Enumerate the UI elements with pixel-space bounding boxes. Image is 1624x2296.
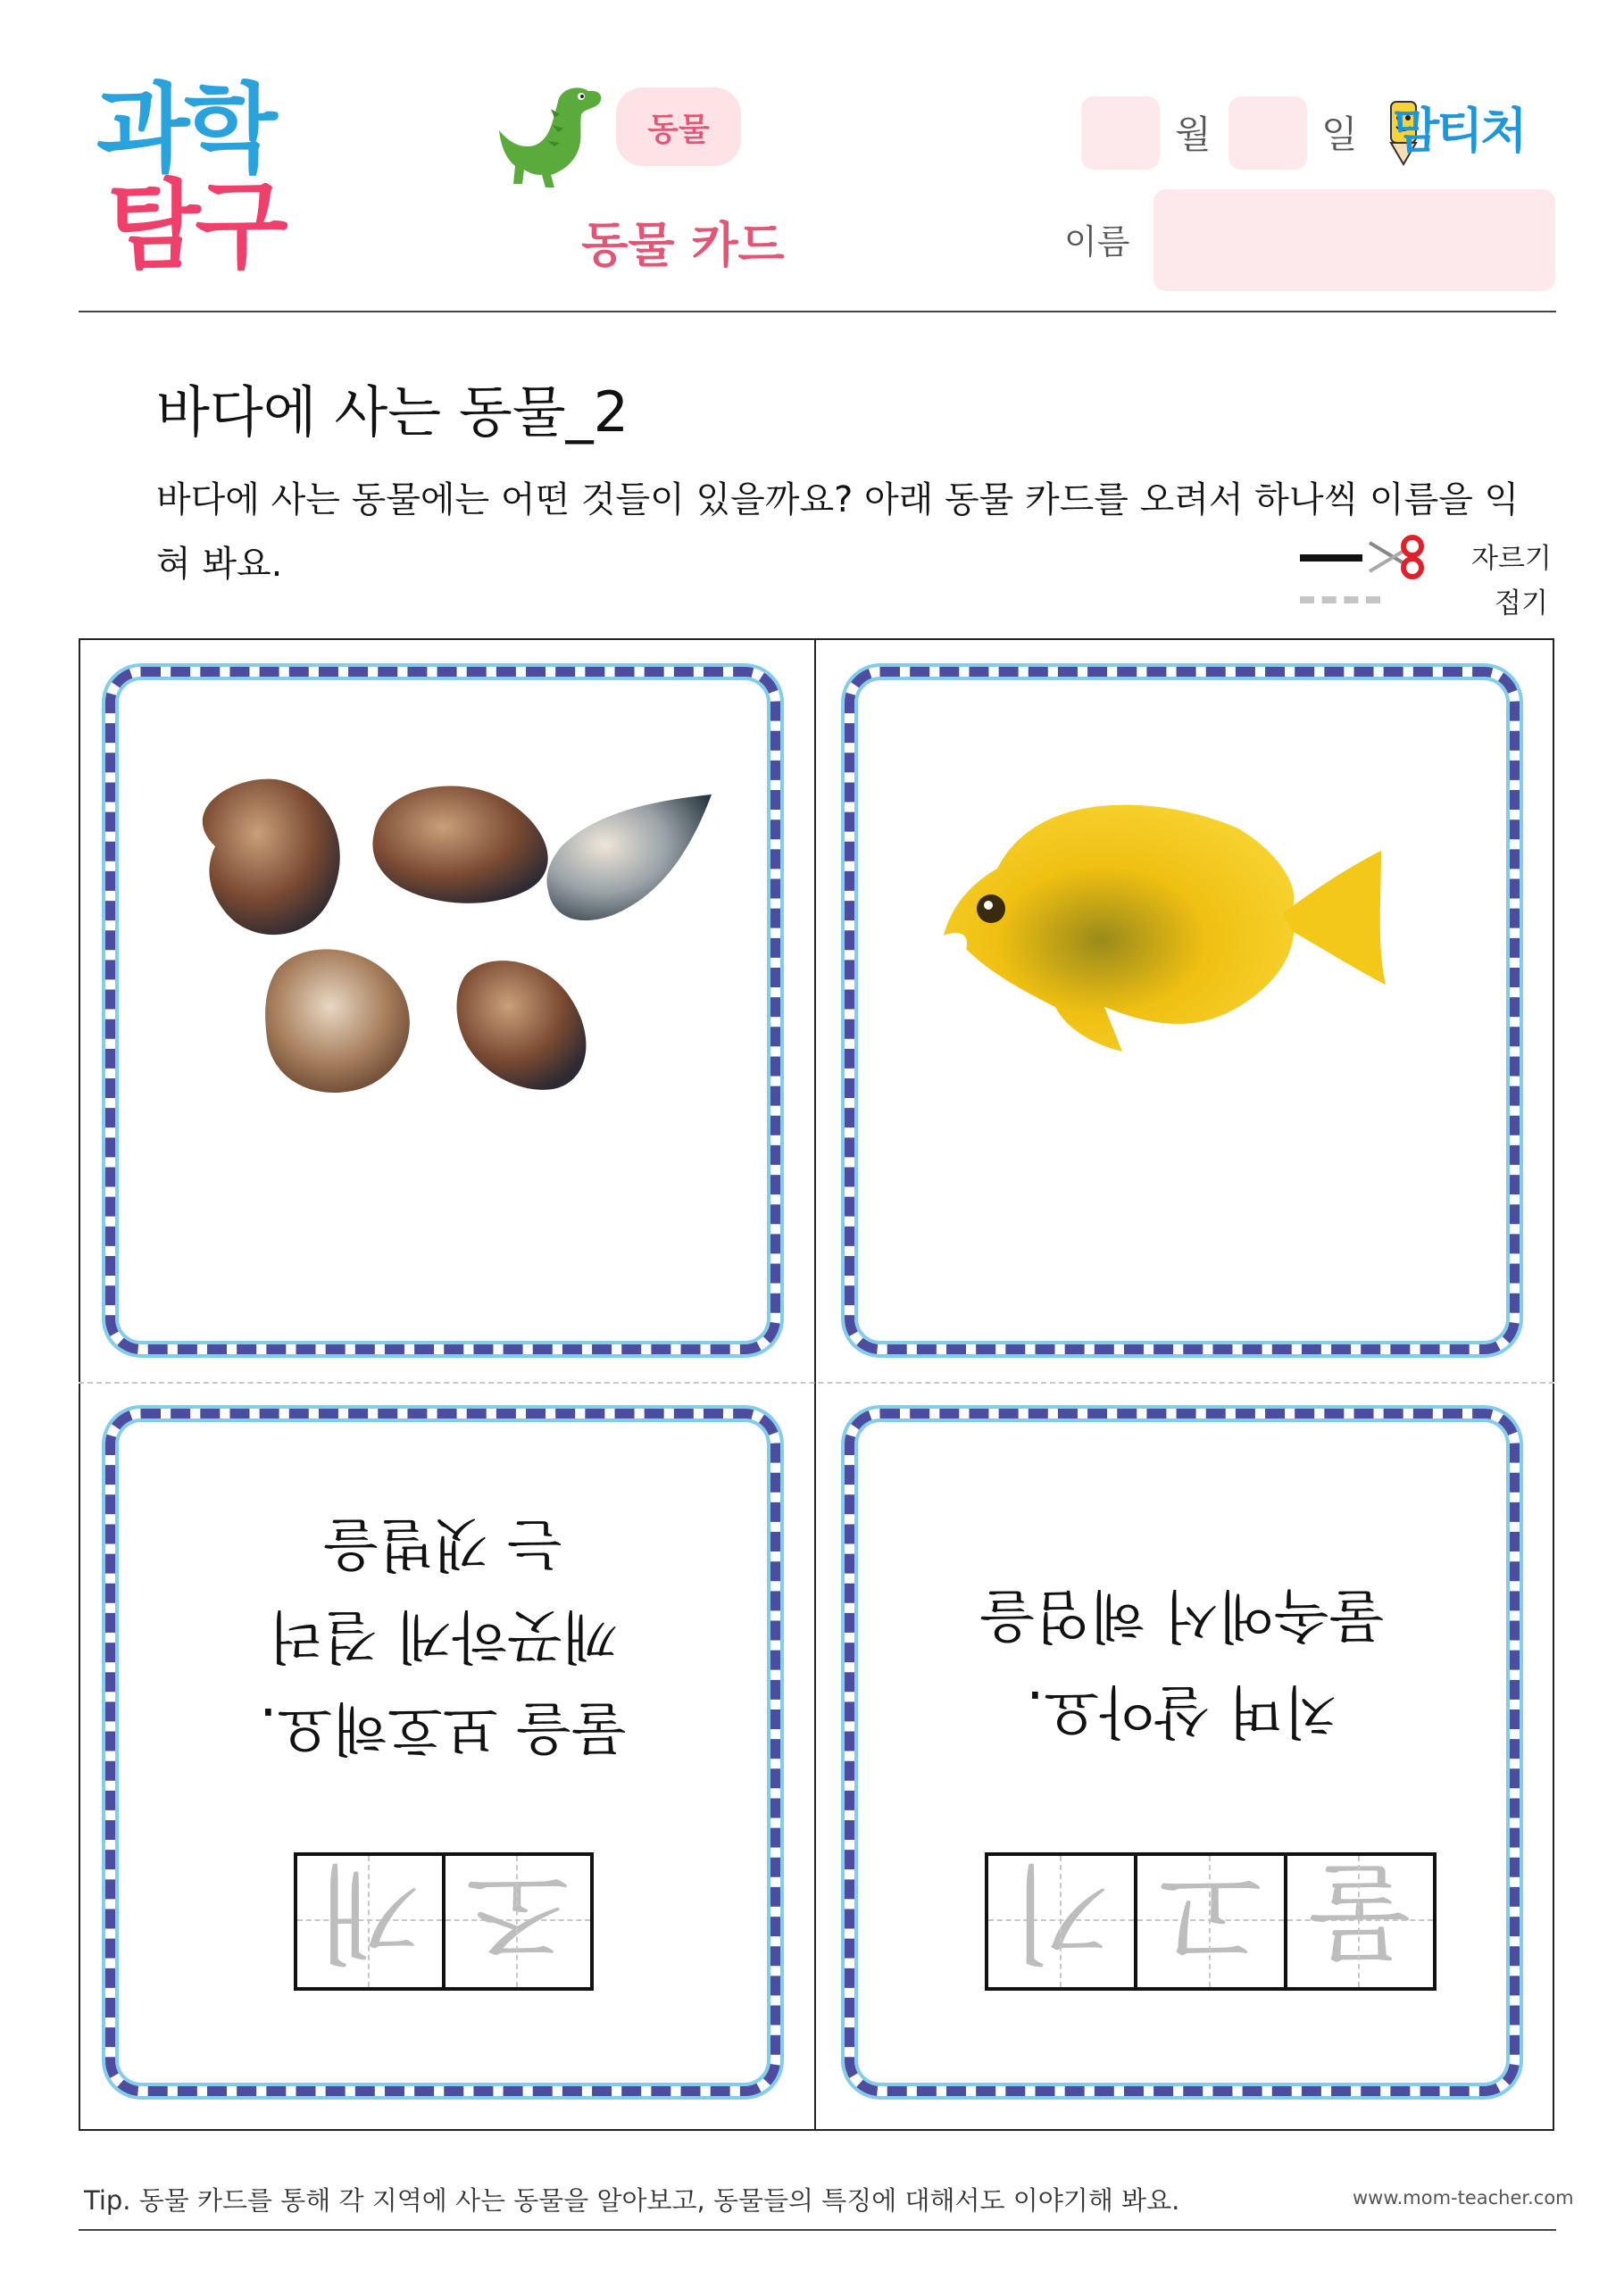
day-box[interactable] (1228, 96, 1307, 170)
clue-line: 깨끗하게 걸러 (268, 1602, 618, 1668)
writing-cell[interactable]: 물 (1287, 1856, 1433, 1987)
clam-picture (115, 677, 770, 1344)
footer-divider (79, 2229, 1556, 2231)
dinosaur-icon (496, 82, 612, 194)
fish-picture (854, 677, 1510, 1344)
fold-label: 접기 (1495, 587, 1548, 620)
writing-cell[interactable]: 개 (297, 1856, 446, 1987)
day-label: 일 (1321, 112, 1358, 156)
name-field[interactable] (1153, 189, 1555, 291)
writing-cell[interactable]: 고 (1137, 1856, 1287, 1987)
writing-cell[interactable]: 조 (446, 1856, 590, 1987)
footer-tip: Tip. 동물 카드를 통해 각 지역에 사는 동물을 알아보고, 동물들의 특징에 대해서도 이야기해 봐요. (84, 2185, 1180, 2216)
footer-url: www.mom-teacher.com (1353, 2187, 1574, 2209)
writing-cell[interactable]: 기 (988, 1856, 1137, 1987)
clue-line: 치며 살아요. (1026, 1677, 1338, 1743)
name-label: 이름 (1064, 222, 1130, 262)
fish-clue (854, 1567, 1510, 1758)
clam-clue (115, 1497, 770, 1773)
fold-line (79, 1382, 1554, 1384)
cut-line-vertical (814, 638, 816, 2131)
logo-explore: 탐구 (107, 171, 283, 282)
clue-line: 물을 보호해요. (259, 1694, 627, 1760)
logo-science: 과학 (96, 74, 272, 186)
month-label: 월 (1175, 112, 1212, 156)
page-title: 바다에 사는 동물_2 (156, 379, 629, 445)
scissors-icon (1366, 530, 1428, 584)
name-writing-box (294, 1852, 594, 1991)
month-box[interactable] (1081, 96, 1160, 170)
cut-line-sample (1300, 554, 1362, 562)
card-clam-front (105, 667, 780, 1354)
cut-label: 자르기 (1471, 543, 1552, 575)
clue-line: 물속에서 헤엄을 (979, 1582, 1385, 1648)
topic-badge: 동물 (616, 87, 741, 166)
instructions: 바다에 사는 동물에는 어떤 것들이 있을까요? 아래 동물 카드를 오려서 하나씩 이름을 익혀 봐요. (156, 479, 1520, 585)
fold-line-sample (1300, 596, 1380, 603)
card-fish-back (845, 1409, 1520, 2096)
card-fish-front (845, 667, 1520, 1354)
name-writing-box (985, 1852, 1437, 1991)
header-divider (79, 311, 1556, 312)
clue-line: 는 갯벌을 (323, 1510, 562, 1576)
brand-logo: 맘티처 (1393, 103, 1525, 159)
sheet-title: 동물 카드 (581, 217, 785, 273)
card-clam-back (105, 1409, 780, 2096)
